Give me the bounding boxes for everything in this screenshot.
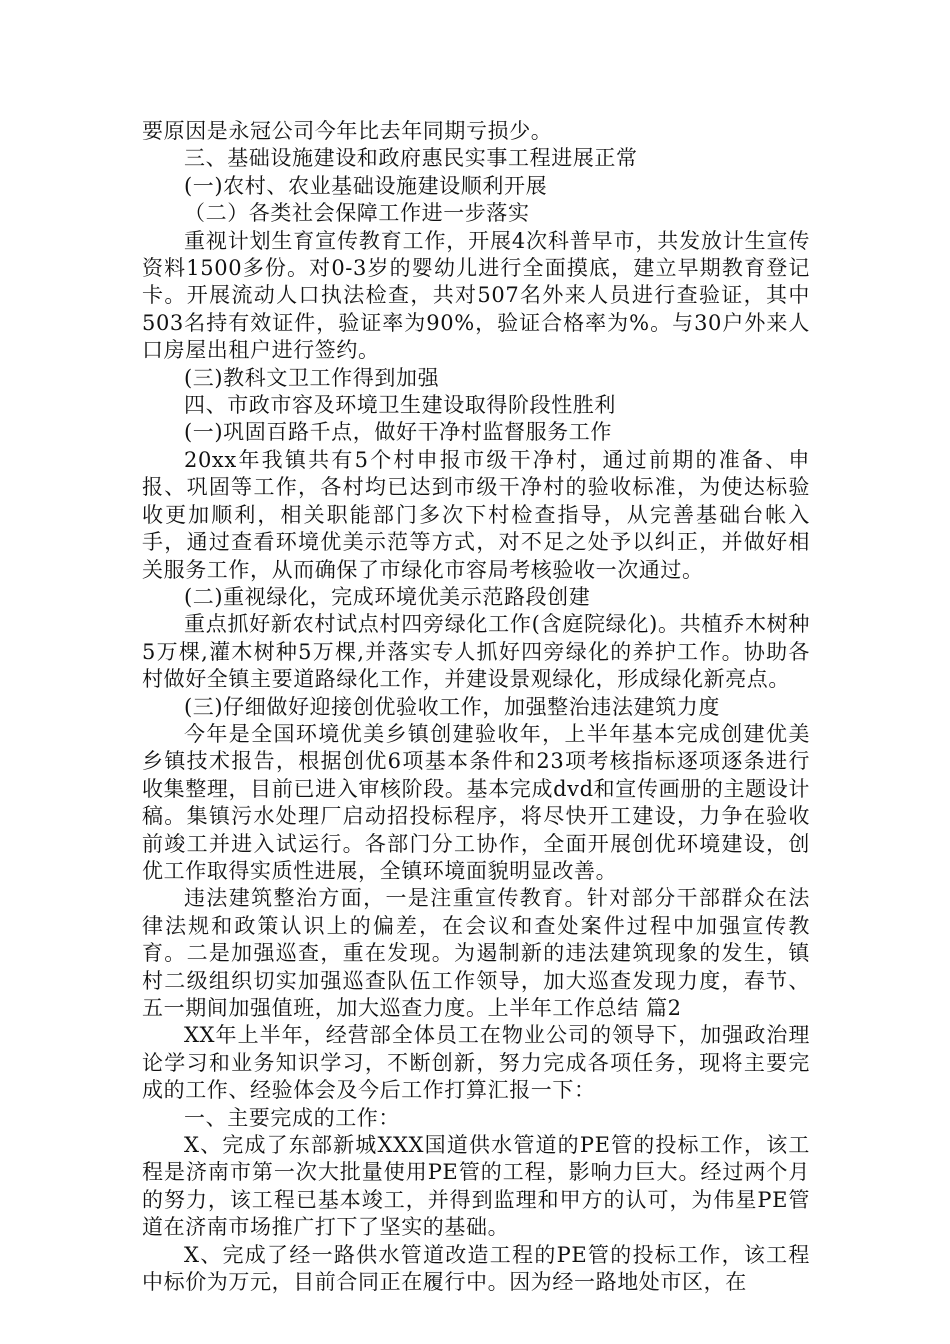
paragraph: 违法建筑整治方面，一是注重宣传教育。针对部分干部群众在法律法规和政策认识上的偏差，在会议和查处案件过程中加强宣传教育。二是加强巡查，重在发现。为遏制新的违法建筑现象的发生，镇村二级组织切实加强巡查队伍工作领导，加大巡查发现力度，春节、五一期间加强值班，加大巡查力度。上半年工作总结 篇2 [142, 886, 810, 1020]
subsection-heading: (二)重视绿化，完成环境优美示范路段创建 [184, 584, 591, 609]
subsection-heading: (三)仔细做好迎接创优验收工作，加强整治违法建筑力度 [184, 694, 720, 719]
section-heading: 一、主要完成的工作： [184, 1105, 400, 1130]
paragraph: X、完成了东部新城XXX国道供水管道的PE管的投标工作，该工程是济南市第一次大批量使用PE管的工程，影响力巨大。经过两个月的努力，该工程已基本竣工，并得到监理和甲方的认可，为伟星PE管道在济南市场推广打下了坚实的基础。 [142, 1133, 810, 1240]
subsection-heading: （二）各类社会保障工作进一步落实 [184, 201, 530, 226]
subsection-heading: (三)教科文卫工作得到加强 [184, 365, 440, 390]
paragraph: 要原因是永冠公司今年比去年同期亏损少。 [142, 119, 553, 143]
subsection-heading: (一)农村、农业基础设施建设顺利开展 [184, 173, 548, 198]
paragraph: 重视计划生育宣传教育工作，开展4次科普早市，共发放计生宣传资料1500多份。对0-3岁的婴幼儿进行全面摸底，建立早期教育登记卡。开展流动人口执法检查，共对507名外来人员进行查验证，其中503名持有效证件，验证率为90%，验证合格率为%。与30户外来人口房屋出租户进行签约。 [142, 228, 810, 363]
paragraph: 20xx年我镇共有5个村申报市级干净村，通过前期的准备、申报、巩固等工作，各村均已达到市级干净村的验收标准，为使达标验收更加顺利，相关职能部门多次下村检查指导，从完善基础台帐入手，通过查看环境优美示范等方式，对不足之处予以纠正，并做好相关服务工作，从而确保了市绿化市容局考核验收一次通过。 [142, 447, 810, 582]
paragraph: X、完成了经一路供水管道改造工程的PE管的投标工作，该工程中标价为万元，目前合同正在履行中。因为经一路地处市区，在 [142, 1242, 810, 1295]
section-heading: 三、基础设施建设和政府惠民实事工程进展正常 [184, 146, 638, 171]
section-heading: 四、市政市容及环境卫生建设取得阶段性胜利 [184, 393, 616, 418]
paragraph: XX年上半年，经营部全体员工在物业公司的领导下，加强政治理论学习和业务知识学习，不断创新，努力完成各项任务，现将主要完成的工作、经验体会及今后工作打算汇报一下： [142, 1023, 810, 1103]
paragraph: 重点抓好新农村试点村四旁绿化工作(含庭院绿化)。共植乔木树种5万棵,灌木树种5万棵,并落实专人抓好四旁绿化的养护工作。协助各村做好全镇主要道路绿化工作，并建设景观绿化，形成绿化新亮点。 [142, 612, 810, 692]
paragraph: 今年是全国环境优美乡镇创建验收年，上半年基本完成创建优美乡镇技术报告，根据创优6项基本条件和23项考核指标逐项逐条进行收集整理，目前已进入审核阶段。基本完成dvd和宣传画册的主题设计稿。集镇污水处理厂启动招投标程序，将尽快开工建设，力争在验收前竣工并进入试运行。各部门分工协作，全面开展创优环境建设，创优工作取得实质性进展，全镇环境面貌明显改善。 [142, 721, 810, 883]
subsection-heading: (一)巩固百路千点，做好干净村监督服务工作 [184, 420, 612, 445]
document-body [142, 118, 810, 1296]
